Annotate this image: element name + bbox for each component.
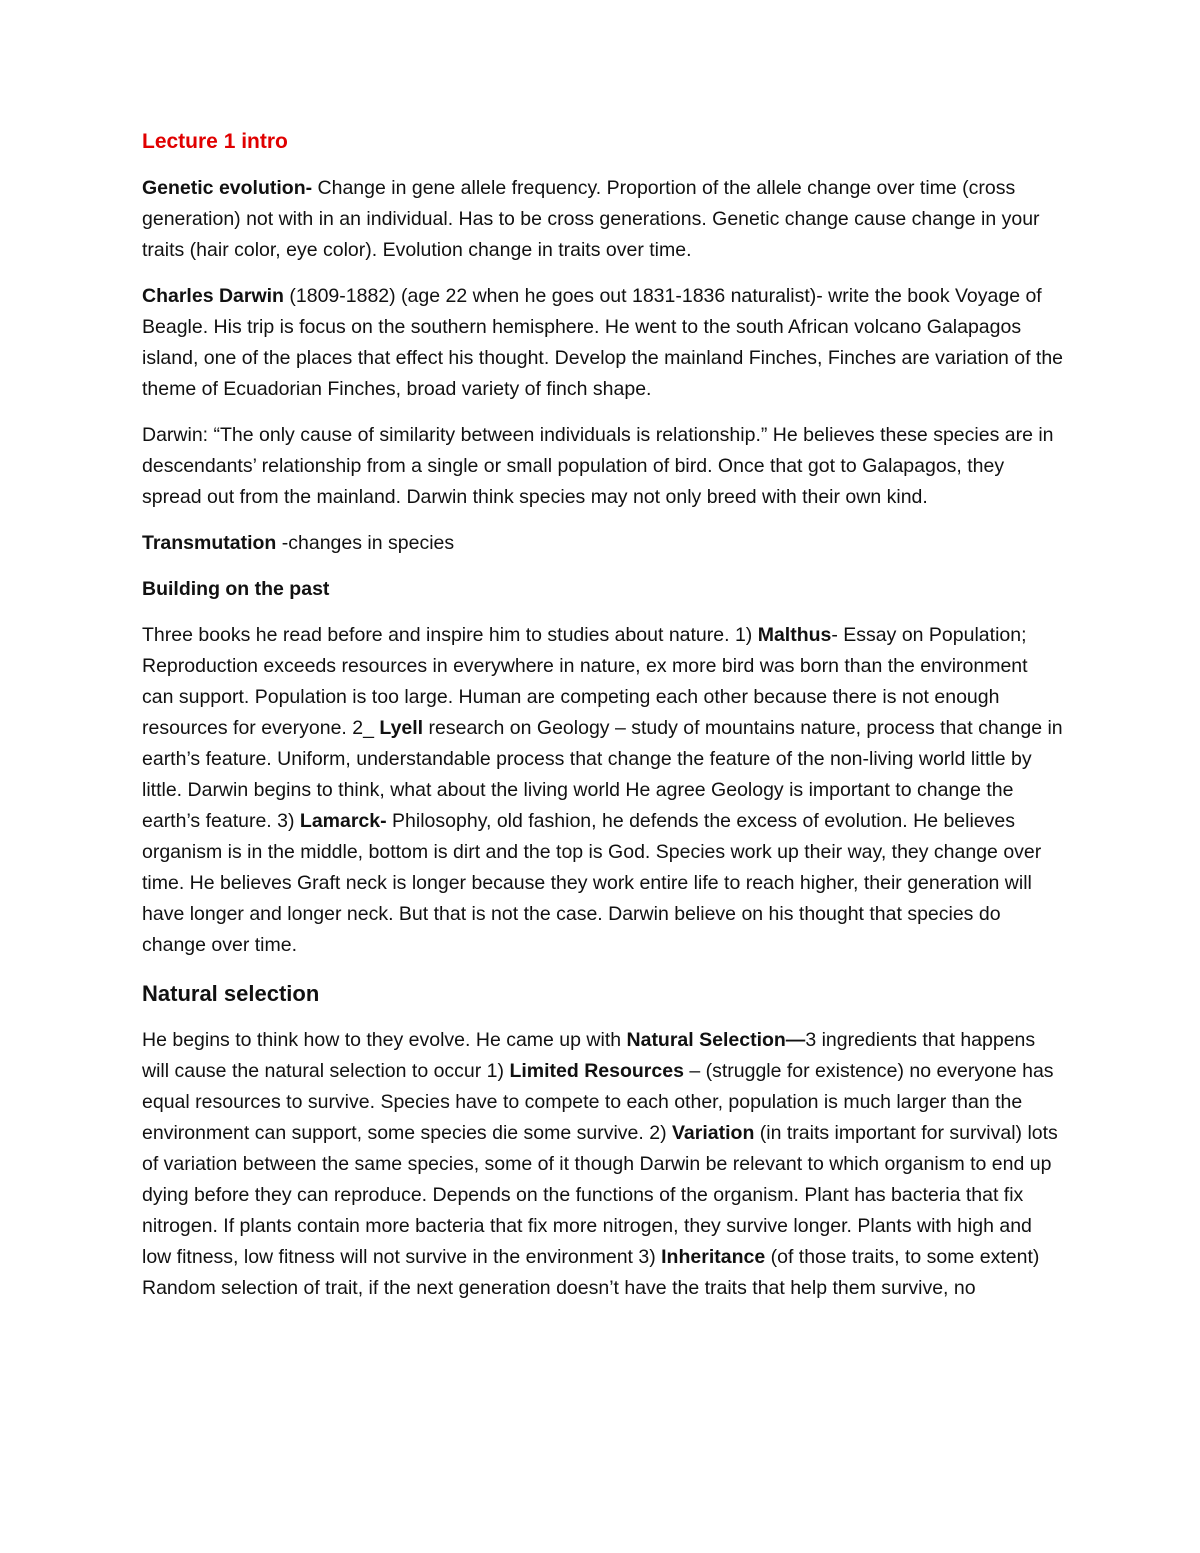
term-charles-darwin: Charles Darwin [142,285,284,307]
paragraph-natural-selection [142,1025,1064,1304]
document-body [142,126,1064,1319]
paragraph-building-on-the-past [142,574,1064,605]
term-malthus: Malthus [757,624,832,646]
paragraph-text: 3 ingredients that happens will cause the natural selection to occur 1) [142,1029,1036,1082]
paragraph-text: (of those traits, to some extent) Random selection of trait, if the next generation doesn’t have the traits that help them survive, no [142,1246,1040,1299]
term-lyell: Lyell [379,717,424,739]
paragraph-text: Change in gene allele frequency. Proportion of the allele change over time (cross generation) not with in an individual. Has to be cross generations. Genetic change cause change in your traits (hair color, eye color). Evolution change in traits over time. [142,177,1040,261]
term-genetic-evolution: Genetic evolution- [142,177,313,199]
paragraph-text: He begins to think how to they evolve. He came up with [142,1029,627,1051]
term-building-on-the-past: Building on the past [142,578,330,600]
paragraph-text: Philosophy, old fashion, he defends the excess of evolution. He believes organism is in the middle, bottom is dirt and the top is God. Species work up their way, they change over time. He believes Graft neck is longer because they work entire life to reach higher, their generation will have longer and longer neck. But that is not the case. Darwin believe on his thought that species do change over time. [142,810,1042,956]
term-variation: Variation [672,1122,755,1144]
paragraph-text: -changes in species [276,532,455,554]
paragraph-genetic-evolution [142,173,1064,266]
document-title: Lecture 1 intro [142,130,288,153]
paragraph-text: (1809-1882) (age 22 when he goes out 1831-1836 naturalist)- write the book Voyage of Beagle. His trip is focus on the southern hemisphere. He went to the south African volcano Galapagos island, one of the places that effect his thought. Develop the mainland Finches, Finches are variation of the theme of Ecuadorian Finches, broad variety of finch shape. [142,285,1064,400]
paragraph-charles-darwin [142,281,1064,405]
paragraph-text: Darwin: “The only cause of similarity between individuals is relationship.” He believes these species are in descendants’ relationship from a single or small population of bird. Once that got to Galapagos, they spread out from the mainland. Darwin think species may not only breed with their own kind. [142,424,1054,508]
paragraph-text: – (struggle for existence) no everyone has equal resources to survive. Species have to compete to each other, population is much larger than the environment can support, some species die some survive. 2) [142,1060,1054,1144]
paragraph-text: (in traits important for survival) lots of variation between the same species, some of it though Darwin be relevant to which organism to end up dying before they can reproduce. Depends on the functions of the organism. Plant has bacteria that fix nitrogen. If plants contain more bacteria that fix more nitrogen, they survive longer. Plants with high and low fitness, low fitness will not survive in the environment 3) [142,1122,1058,1268]
paragraph-text: Three books he read before and inspire him to studies about nature. 1) [142,624,758,646]
term-inheritance: Inheritance [661,1246,766,1268]
paragraph-darwin-quote [142,420,1064,513]
paragraph-transmutation [142,528,1064,559]
term-transmutation: Transmutation [142,532,277,554]
paragraph-three-books [142,620,1064,961]
section-heading-natural-selection: Natural selection [142,981,320,1006]
term-limited-resources: Limited Resources [509,1060,684,1082]
paragraph-text: research on Geology – study of mountains nature, process that change in earth’s feature. Uniform, understandable process that change the feature of the non-living world little by little. Darwin begins to think, what about the living world He agree Geology is important to change the earth’s feature. 3) [142,717,1063,832]
paragraph-text: - Essay on Population; Reproduction exceeds resources in everywhere in nature, ex more bird was born than the environment can support. Population is too large. Human are competing each other because there is not enough resources for everyone. 2_ [142,624,1028,739]
term-natural-selection: Natural Selection— [626,1029,806,1051]
term-lamarck: Lamarck- [299,810,387,832]
